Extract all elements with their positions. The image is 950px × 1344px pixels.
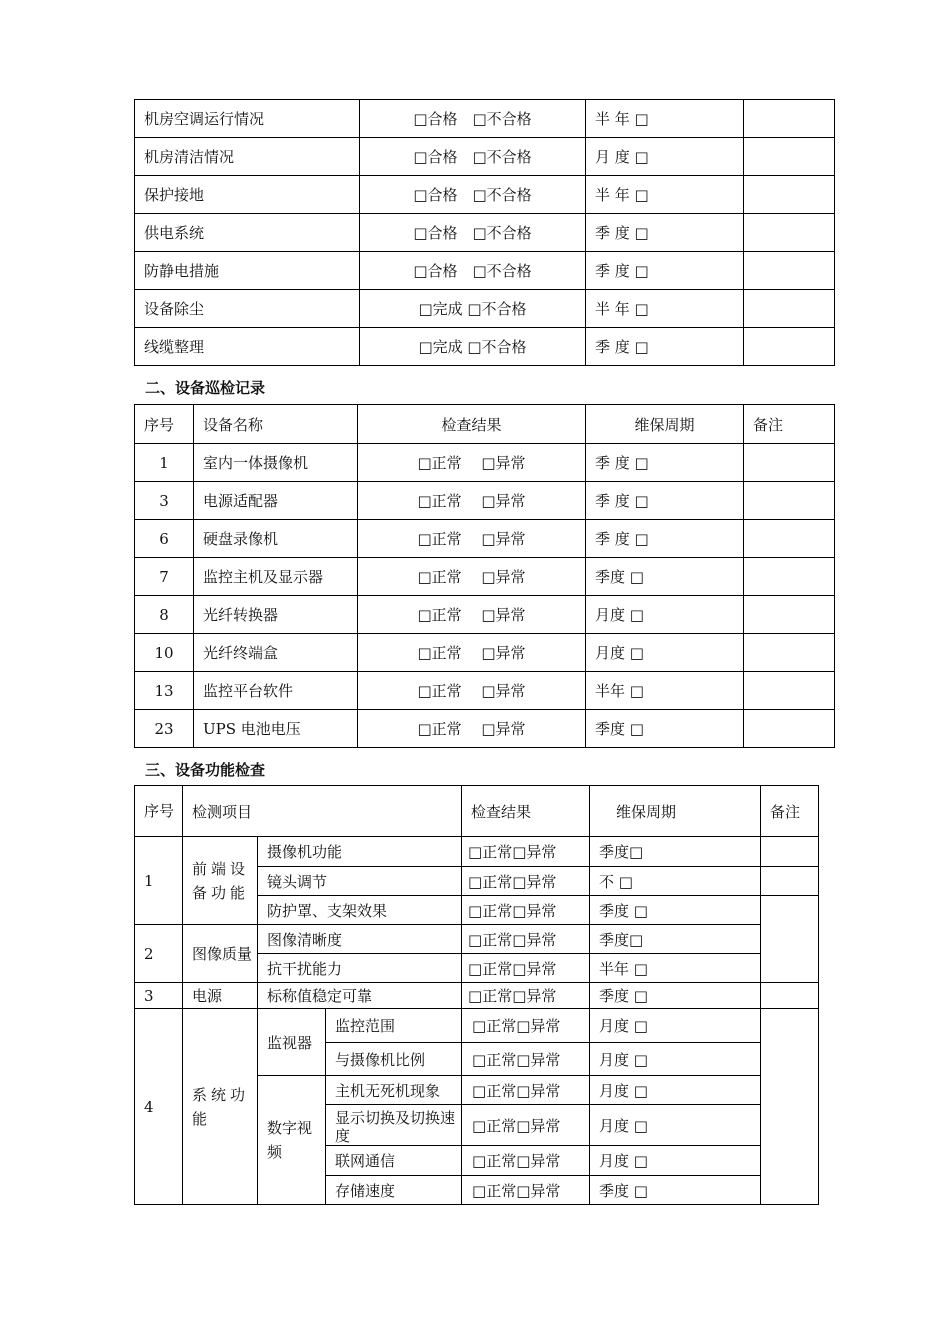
table-row: [135, 252, 835, 290]
cycle-cell[interactable]: 季度 □: [586, 710, 744, 748]
table-row: [135, 1009, 819, 1043]
no-cell: 23: [135, 710, 194, 748]
category-cell: 系统功能: [183, 1009, 258, 1205]
result-checkbox-cell[interactable]: □正常 □异常: [358, 672, 586, 710]
table-row: [135, 837, 819, 867]
cycle-cell[interactable]: 季 度 □: [586, 328, 744, 366]
result-checkbox-cell[interactable]: □正常□异常: [462, 1076, 590, 1105]
cycle-cell[interactable]: 月度 □: [590, 1076, 761, 1105]
section-title: 二、设备巡检记录: [145, 379, 266, 397]
note-cell[interactable]: [744, 252, 835, 290]
table-row: [135, 482, 835, 520]
note-cell[interactable]: [744, 138, 835, 176]
no-cell: 1: [135, 444, 194, 482]
cycle-cell[interactable]: 季度 □: [586, 558, 744, 596]
table-row: [135, 520, 835, 558]
item-cell: 防静电措施: [135, 252, 360, 290]
item-cell: 机房清洁情况: [135, 138, 360, 176]
no-cell: 3: [135, 983, 183, 1009]
note-cell[interactable]: [744, 672, 835, 710]
item-cell: 主机无死机现象: [326, 1076, 462, 1105]
item-cell: 摄像机功能: [258, 837, 462, 867]
cycle-cell[interactable]: 月度 □: [586, 634, 744, 672]
note-cell[interactable]: [744, 214, 835, 252]
table-row: [135, 558, 835, 596]
result-checkbox-cell[interactable]: □合格 □不合格: [360, 100, 586, 138]
no-cell: 6: [135, 520, 194, 558]
header-no: 序号: [135, 405, 194, 444]
note-cell[interactable]: [744, 100, 835, 138]
subcategory-cell: 监视器: [258, 1009, 326, 1076]
result-checkbox-cell[interactable]: □正常□异常: [462, 925, 590, 954]
header-cycle: 维保周期: [590, 786, 761, 837]
note-cell[interactable]: [744, 710, 835, 748]
cycle-cell[interactable]: 半 年 □: [586, 176, 744, 214]
header-no: 序号: [135, 786, 183, 837]
cycle-cell[interactable]: 半年 □: [590, 954, 761, 983]
cycle-cell[interactable]: 月度 □: [590, 1146, 761, 1176]
cycle-cell[interactable]: 季 度 □: [586, 252, 744, 290]
no-cell: 8: [135, 596, 194, 634]
cycle-cell[interactable]: 季度 □: [590, 983, 761, 1009]
table-row: [135, 710, 835, 748]
result-checkbox-cell[interactable]: □正常□异常: [462, 867, 590, 896]
note-cell[interactable]: [761, 983, 819, 1009]
table-row: [135, 596, 835, 634]
note-cell[interactable]: [744, 482, 835, 520]
maintenance-table: [134, 99, 835, 366]
item-cell: 存储速度: [326, 1176, 462, 1205]
header-note: 备注: [761, 786, 819, 837]
no-cell: 3: [135, 482, 194, 520]
cycle-cell[interactable]: 半年 □: [586, 672, 744, 710]
item-cell: 显示切换及切换速度: [326, 1105, 462, 1146]
cycle-cell[interactable]: 季度 □: [590, 1176, 761, 1205]
table-row: [135, 214, 835, 252]
cycle-cell[interactable]: 半 年 □: [586, 100, 744, 138]
section-title: 三、设备功能检查: [145, 761, 266, 779]
result-checkbox-cell[interactable]: □正常□异常: [462, 1105, 590, 1146]
result-checkbox-cell[interactable]: □正常□异常: [462, 1146, 590, 1176]
result-checkbox-cell[interactable]: □正常□异常: [462, 1043, 590, 1076]
result-checkbox-cell[interactable]: □正常 □异常: [358, 520, 586, 558]
note-cell[interactable]: [744, 328, 835, 366]
table-row: [135, 634, 835, 672]
table-header-row: [135, 786, 819, 837]
name-cell: 室内一体摄像机: [194, 444, 358, 482]
result-checkbox-cell[interactable]: □正常 □异常: [358, 634, 586, 672]
note-cell[interactable]: [761, 867, 819, 896]
note-cell[interactable]: [744, 520, 835, 558]
item-cell: 机房空调运行情况: [135, 100, 360, 138]
table-header-row: [135, 405, 835, 444]
cycle-cell[interactable]: 季 度 □: [586, 520, 744, 558]
header-note: 备注: [744, 405, 835, 444]
result-checkbox-cell[interactable]: □合格 □不合格: [360, 138, 586, 176]
cycle-cell[interactable]: 月度 □: [590, 1043, 761, 1076]
cycle-cell[interactable]: 季 度 □: [586, 444, 744, 482]
item-cell: 与摄像机比例: [326, 1043, 462, 1076]
no-cell: 10: [135, 634, 194, 672]
table-row: [135, 290, 835, 328]
no-cell: 1: [135, 837, 183, 925]
name-cell: 光纤终端盒: [194, 634, 358, 672]
cycle-cell[interactable]: 季 度 □: [586, 482, 744, 520]
result-checkbox-cell[interactable]: □正常 □异常: [358, 596, 586, 634]
result-checkbox-cell[interactable]: □合格 □不合格: [360, 252, 586, 290]
inspection-table: [134, 404, 835, 748]
item-cell: 线缆整理: [135, 328, 360, 366]
no-cell: 7: [135, 558, 194, 596]
result-checkbox-cell[interactable]: □正常□异常: [462, 837, 590, 867]
result-checkbox-cell[interactable]: □正常□异常: [462, 983, 590, 1009]
header-item: 检测项目: [183, 786, 462, 837]
table-row: [135, 983, 819, 1009]
cycle-cell[interactable]: 月 度 □: [586, 138, 744, 176]
result-checkbox-cell[interactable]: □正常 □异常: [358, 710, 586, 748]
name-cell: 监控平台软件: [194, 672, 358, 710]
cycle-cell[interactable]: 月度 □: [586, 596, 744, 634]
table-row: [135, 444, 835, 482]
table-row: [135, 138, 835, 176]
item-cell: 抗干扰能力: [258, 954, 462, 983]
item-cell: 标称值稳定可靠: [258, 983, 462, 1009]
result-checkbox-cell[interactable]: □正常□异常: [462, 1176, 590, 1205]
cycle-cell[interactable]: 季度 □: [590, 896, 761, 925]
category-cell: 电源: [183, 983, 258, 1009]
cycle-cell[interactable]: 季 度 □: [586, 214, 744, 252]
note-cell[interactable]: [744, 290, 835, 328]
result-checkbox-cell[interactable]: □正常 □异常: [358, 444, 586, 482]
function-check-table: [134, 785, 819, 1205]
note-cell[interactable]: [744, 634, 835, 672]
table-row: [135, 100, 835, 138]
no-cell: 13: [135, 672, 194, 710]
header-result: 检查结果: [358, 405, 586, 444]
header-name: 设备名称: [194, 405, 358, 444]
item-cell: 镜头调节: [258, 867, 462, 896]
item-cell: 防护罩、支架效果: [258, 896, 462, 925]
note-cell[interactable]: [744, 596, 835, 634]
item-cell: 保护接地: [135, 176, 360, 214]
name-cell: 硬盘录像机: [194, 520, 358, 558]
item-cell: 供电系统: [135, 214, 360, 252]
cycle-cell[interactable]: 季度□: [590, 925, 761, 954]
note-cell[interactable]: [744, 176, 835, 214]
item-cell: 图像清晰度: [258, 925, 462, 954]
name-cell: UPS 电池电压: [194, 710, 358, 748]
name-cell: 监控主机及显示器: [194, 558, 358, 596]
item-cell: 监控范围: [326, 1009, 462, 1043]
cycle-cell[interactable]: 月度 □: [590, 1105, 761, 1146]
result-checkbox-cell[interactable]: □合格 □不合格: [360, 214, 586, 252]
result-checkbox-cell[interactable]: □正常□异常: [462, 1009, 590, 1043]
result-checkbox-cell[interactable]: □正常□异常: [462, 954, 590, 983]
result-checkbox-cell[interactable]: □正常 □异常: [358, 558, 586, 596]
header-cycle: 维保周期: [586, 405, 744, 444]
note-cell[interactable]: [744, 558, 835, 596]
cycle-cell[interactable]: 不 □: [590, 867, 761, 896]
subcategory-cell: 数字视频: [258, 1076, 326, 1205]
note-cell[interactable]: [761, 896, 819, 983]
name-cell: 光纤转换器: [194, 596, 358, 634]
result-checkbox-cell[interactable]: □合格 □不合格: [360, 176, 586, 214]
category-cell: 图像质量: [183, 925, 258, 983]
cycle-cell[interactable]: 季度□: [590, 837, 761, 867]
category-cell: 前端设备功能: [183, 837, 258, 925]
item-cell: 设备除尘: [135, 290, 360, 328]
name-cell: 电源适配器: [194, 482, 358, 520]
table-row: [135, 176, 835, 214]
result-checkbox-cell[interactable]: □正常□异常: [462, 896, 590, 925]
table-row: [135, 925, 819, 954]
result-checkbox-cell[interactable]: □完成 □不合格: [360, 328, 586, 366]
no-cell: 4: [135, 1009, 183, 1205]
item-cell: 联网通信: [326, 1146, 462, 1176]
note-cell[interactable]: [761, 837, 819, 867]
header-result: 检查结果: [462, 786, 590, 837]
no-cell: 2: [135, 925, 183, 983]
cycle-cell[interactable]: 月度 □: [590, 1009, 761, 1043]
note-cell[interactable]: [744, 444, 835, 482]
table-row: [135, 672, 835, 710]
table-row: [135, 328, 835, 366]
result-checkbox-cell[interactable]: □正常 □异常: [358, 482, 586, 520]
cycle-cell[interactable]: 半 年 □: [586, 290, 744, 328]
result-checkbox-cell[interactable]: □完成 □不合格: [360, 290, 586, 328]
note-cell[interactable]: [761, 1009, 819, 1205]
